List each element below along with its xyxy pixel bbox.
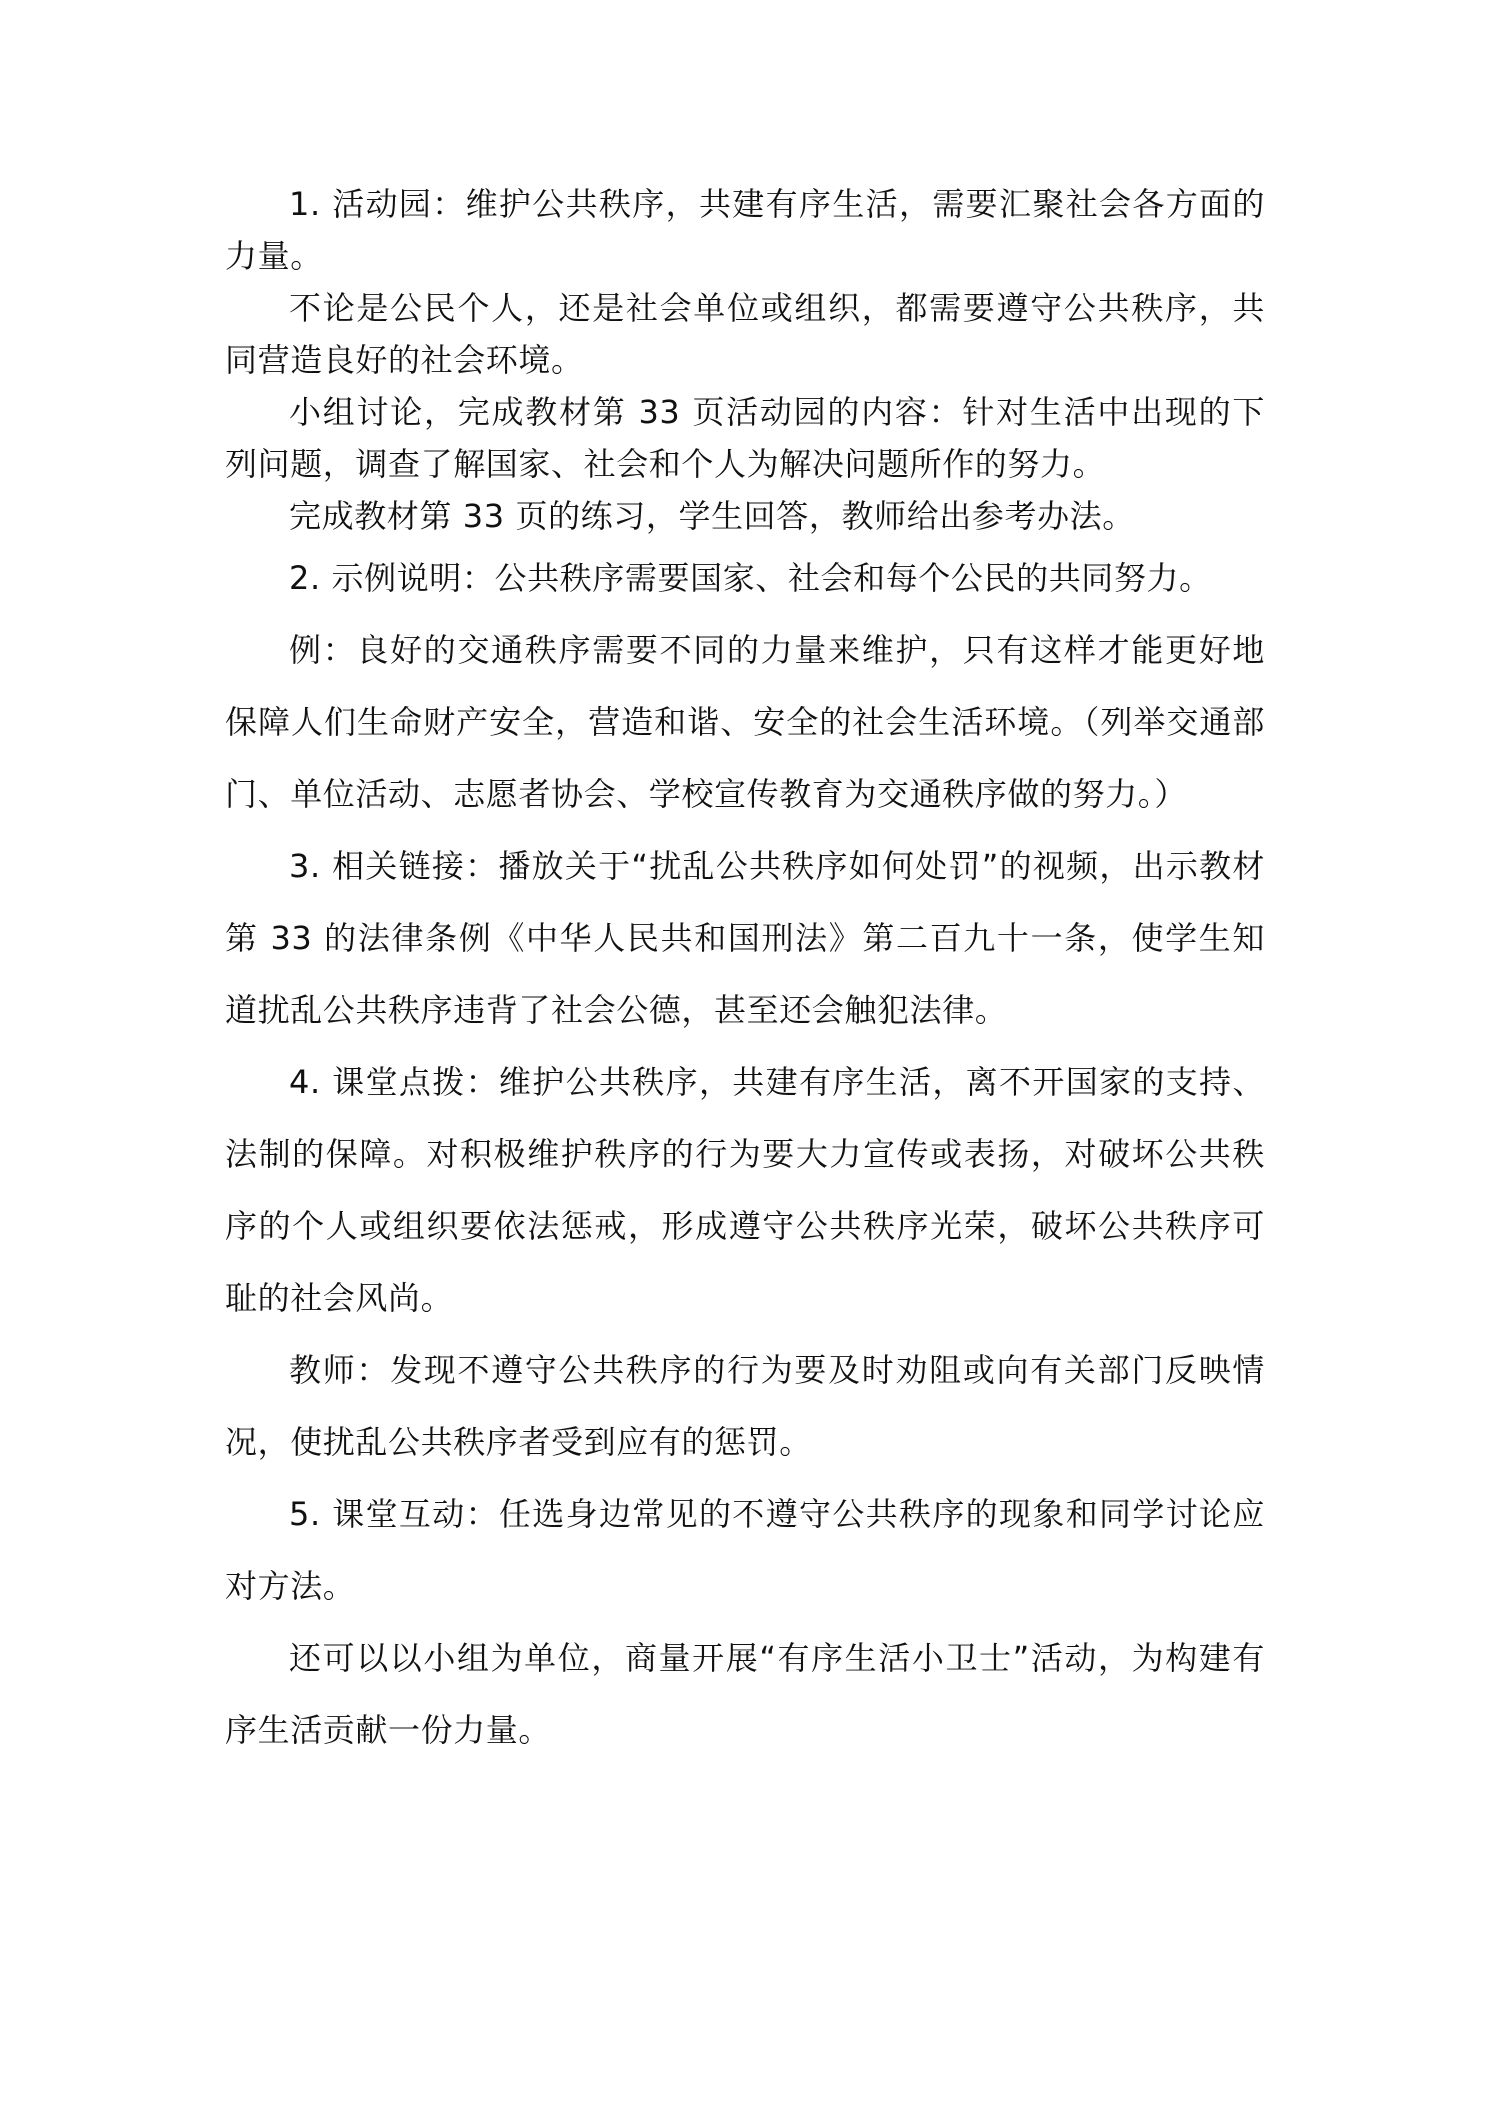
paragraph-classroom-guidance: 4. 课堂点拨：维护公共秩序，共建有序生活，离不开国家的支持、法制的保障。对积极维护秩序的行为要大力宣传或表扬，对破坏公共秩序的个人或组织要依法惩戒，形成遵守公共秩序光荣，破坏公共秩序可耻的社会风尚。 (225, 1063, 1265, 1317)
paragraph-activity-garden: 1. 活动园：维护公共秩序，共建有序生活，需要汇聚社会各方面的力量。 (225, 185, 1265, 275)
paragraph-related-link: 3. 相关链接：播放关于“扰乱公共秩序如何处罚”的视频，出示教材第 33 的法律条例《中华人民共和国刑法》第二百九十一条，使学生知道扰乱公共秩序违背了社会公德，甚至还会触犯法律。 (225, 847, 1265, 1029)
paragraph-traffic-example: 例：良好的交通秩序需要不同的力量来维护，只有这样才能更好地保障人们生命财产安全，营造和谐、安全的社会生活环境。（列举交通部门、单位活动、志愿者协会、学校宣传教育为交通秩序做的努力。） (225, 631, 1265, 813)
paragraph-group-activity: 还可以以小组为单位，商量开展“有序生活小卫士”活动，为构建有序生活贡献一份力量。 (225, 1639, 1265, 1749)
paragraph-group-discussion: 小组讨论，完成教材第 33 页活动园的内容：针对生活中出现的下列问题，调查了解国家、社会和个人为解决问题所作的努力。 (225, 393, 1265, 483)
paragraph-textbook-exercise: 完成教材第 33 页的练习，学生回答，教师给出参考办法。 (289, 497, 1135, 535)
document-body (225, 178, 1265, 1766)
paragraph-classroom-interaction: 5. 课堂互动：任选身边常见的不遵守公共秩序的现象和同学讨论应对方法。 (225, 1495, 1265, 1605)
paragraph-teacher-note: 教师：发现不遵守公共秩序的行为要及时劝阻或向有关部门反映情况，使扰乱公共秩序者受到应有的惩罚。 (225, 1351, 1265, 1461)
paragraph-example-explanation: 2. 示例说明：公共秩序需要国家、社会和每个公民的共同努力。 (289, 559, 1212, 597)
paragraph-public-order-citizens: 不论是公民个人，还是社会单位或组织，都需要遵守公共秩序，共同营造良好的社会环境。 (225, 289, 1265, 379)
